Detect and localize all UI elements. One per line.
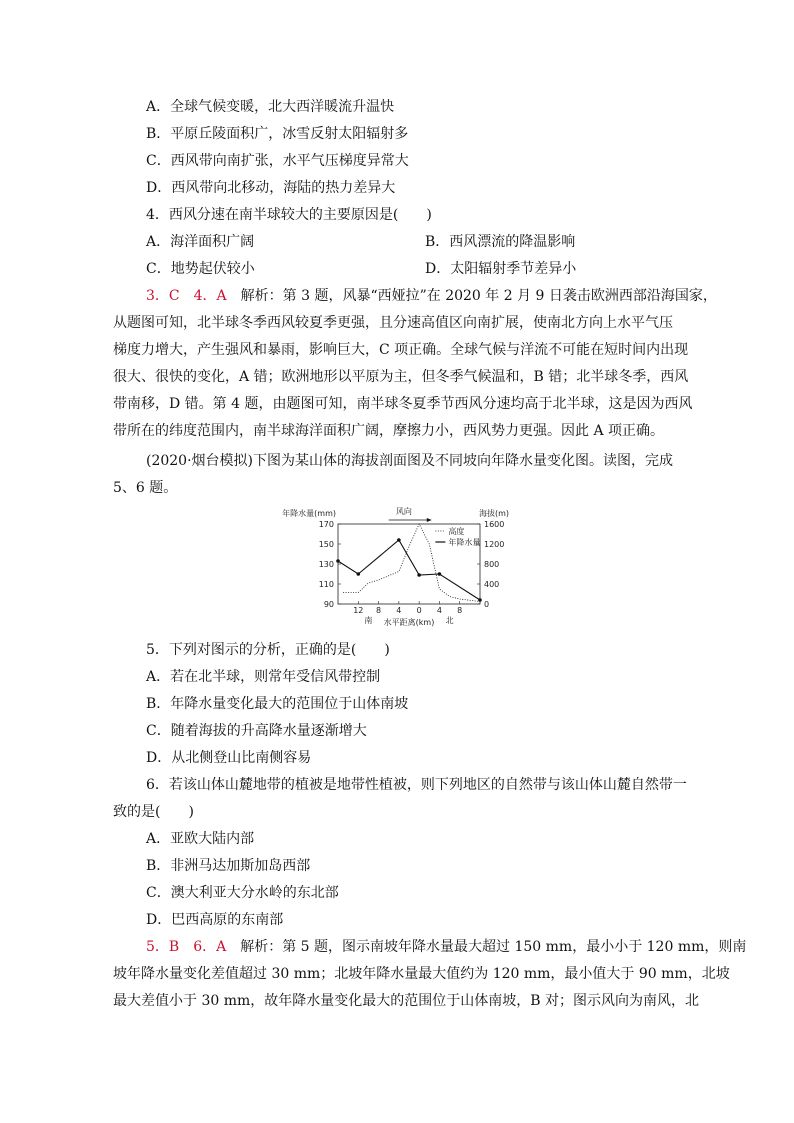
y-left-axis-title: 年降水量(mm): [282, 509, 336, 518]
wind-arrow-icon: [427, 518, 432, 522]
q6-stem-line-1: 6．若该山体山麓地带的植被是地带性植被，则下列地区的自然带与该山体山麓自然带一: [146, 777, 687, 793]
q6-option-a: A．亚欧大陆内部: [146, 831, 255, 847]
q3-option-c: C．西风带向南扩张，水平气压梯度异常大: [146, 153, 409, 169]
q5-option-c: C．随着海拔的升高降水量逐渐增大: [146, 723, 367, 739]
intro-56-line-1: (2020·烟台模拟)下图为某山体的海拔剖面图及不同坡向年降水量变化图。读图，完成: [146, 453, 674, 469]
q3-option-a: A．全球气候变暖，北大西洋暖流升温快: [146, 99, 395, 115]
q5-option-d: D．从北侧登山比南侧容易: [146, 750, 312, 766]
y-right-tick-label: 400: [484, 580, 500, 589]
q6-option-c: C．澳大利亚大分水岭的东北部: [146, 885, 339, 901]
q4-option-a: A．海洋面积广阔: [146, 234, 255, 250]
q4-option-c: C．地势起伏较小: [146, 261, 255, 277]
answer-34-line-4: 很大、很快的变化，A 错；欧洲地形以平原为主，但冬季气候温和，B 错；北半球冬季，西风: [113, 369, 689, 385]
y-right-tick-label: 1200: [484, 540, 505, 549]
y-left-tick-label: 110: [318, 580, 334, 589]
answer-34-line-3: 梯度力增大，产生强风和暴雨，影响巨大，C 项正确。全球气候与洋流不可能在短时间内出现: [113, 342, 689, 358]
legend-elevation-label: 高度: [448, 527, 465, 536]
q6-stem-line-2: 致的是( ): [113, 804, 194, 820]
x-axis-title: 水平距离(km): [383, 618, 435, 627]
south-label: 南: [364, 616, 373, 625]
y-right-tick-label: 800: [484, 560, 500, 569]
q4-option-d: D．太阳辐射季节差异小: [425, 261, 577, 277]
legend-precipitation-label: 年降水量: [448, 538, 481, 547]
precipitation-point: [478, 598, 482, 602]
q6-option-b: B．非洲马达加斯加岛西部: [146, 858, 311, 874]
q5-option-b: B．年降水量变化最大的范围位于山体南坡: [146, 696, 409, 712]
precipitation-point: [397, 538, 401, 542]
q4-option-b: B．西风漂流的降温影响: [425, 234, 576, 250]
q3-option-d: D．西风带向北移动，海陆的热力差异大: [146, 180, 396, 196]
x-tick-label: 0: [416, 606, 422, 615]
y-left-tick-label: 150: [318, 540, 334, 549]
x-tick-label: 8: [376, 606, 382, 615]
answer-34-line-6: 带所在的纬度范围内，南半球海洋面积广阔，摩擦力小，西风势力更强。因此 A 项正确。: [113, 423, 665, 439]
q5-stem: 5．下列对图示的分析，正确的是( ): [146, 642, 390, 658]
q6-option-d: D．巴西高原的东南部: [146, 912, 284, 928]
answer-56-line-3: 最大差值小于 30 mm，故年降水量变化最大的范围位于山体南坡，B 对；图示风向为南风，北: [113, 993, 700, 1009]
answer-34-key: 3．C 4．A: [146, 288, 227, 304]
x-tick-label: 8: [457, 606, 463, 615]
wind-direction-label: 风向: [395, 507, 412, 516]
answer-34-line-5: 带南移，D 错。第 4 题，由题图可知，南半球冬夏季节西风分速均高于北半球，这是因为西风: [113, 396, 693, 412]
y-left-tick-label: 90: [323, 600, 334, 609]
precipitation-point: [417, 573, 421, 577]
q4-stem: 4．西风分速在南半球较大的主要原因是( ): [146, 207, 432, 223]
precipitation-point: [336, 559, 340, 563]
answer-56-key: 5．B 6．A: [146, 939, 227, 955]
y-right-axis-title: 海拔(m): [478, 509, 510, 518]
series-line-precipitation: [338, 540, 480, 600]
answer-34-line-1: 3．C 4．A 解析：第 3 题，风暴“西娅拉”在 2020 年 2 月 9 日袭击欧洲西部沿海国家，: [146, 288, 717, 304]
answer-56-line-1: 5．B 6．A 解析：第 5 题，图示南坡年降水量最大超过 150 mm，最小小于 120 mm，则南: [146, 939, 747, 955]
answer-56-line-2: 坡年降水量变化差值超过 30 mm；北坡年降水量最大值约为 120 mm，最小值大于 90 mm，北坡: [113, 966, 730, 982]
precipitation-elevation-chart: [282, 500, 522, 630]
answer-34-line-2: 从题图可知，北半球冬季西风较夏季更强，且分速高值区向南扩展，使南北方向上水平气压: [113, 315, 673, 331]
q3-option-b: B．平原丘陵面积广，冰雪反射太阳辐射多: [146, 126, 409, 142]
x-tick-label: 4: [436, 606, 442, 615]
y-right-tick-label: 1600: [484, 520, 505, 529]
x-tick-label: 12: [353, 606, 364, 615]
q5-option-a: A．若在北半球，则常年受信风带控制: [146, 669, 381, 685]
precipitation-point: [356, 572, 360, 576]
y-left-tick-label: 170: [318, 520, 334, 529]
intro-56-line-2: 5、6 题。: [113, 480, 178, 496]
y-left-tick-label: 130: [318, 560, 334, 569]
x-tick-label: 4: [396, 606, 402, 615]
y-right-tick-label: 0: [484, 600, 490, 609]
north-label: 北: [445, 616, 454, 625]
precipitation-point: [438, 572, 442, 576]
plot-frame: [338, 524, 480, 604]
